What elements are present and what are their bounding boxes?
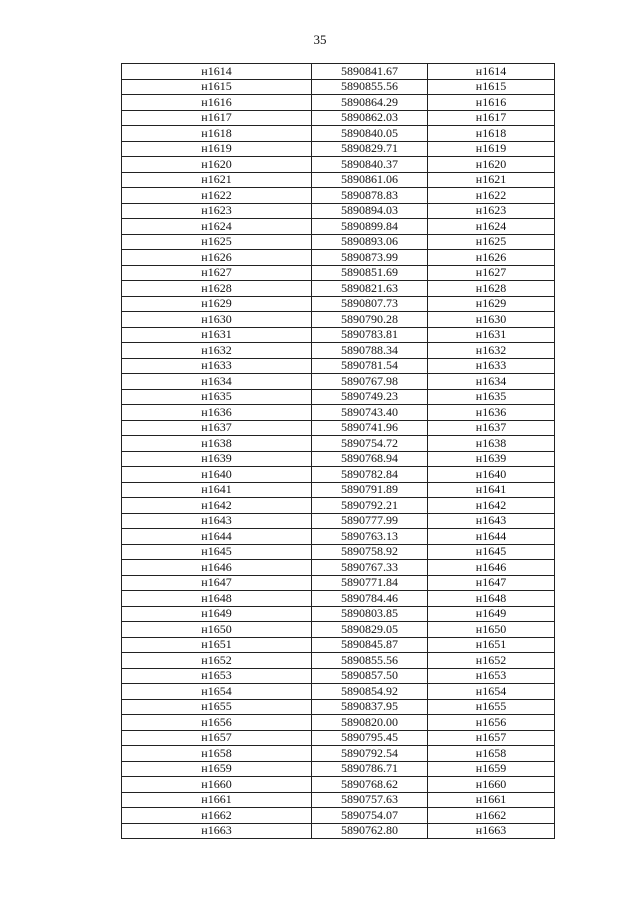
- point-id-cell: н1653: [122, 668, 312, 684]
- table-row: [122, 203, 555, 219]
- table-row: [122, 451, 555, 467]
- table-row: [122, 126, 555, 142]
- point-id-cell: н1648: [428, 591, 555, 607]
- point-id-cell: н1616: [122, 95, 312, 111]
- coordinate-value-cell: 5890854.92: [312, 684, 428, 700]
- coordinate-value-cell: 5890767.33: [312, 560, 428, 576]
- page-number: 35: [313, 32, 327, 47]
- point-id-cell: н1627: [428, 265, 555, 281]
- point-id-cell: н1635: [428, 389, 555, 405]
- coordinate-value-cell: 5890782.84: [312, 467, 428, 483]
- point-id-cell: н1663: [122, 823, 312, 839]
- coordinate-value-cell: 5890788.34: [312, 343, 428, 359]
- point-id-cell: н1658: [428, 746, 555, 762]
- point-id-cell: н1623: [122, 203, 312, 219]
- table-row: [122, 265, 555, 281]
- point-id-cell: н1639: [122, 451, 312, 467]
- table-row: [122, 544, 555, 560]
- table-row: [122, 219, 555, 235]
- coordinate-value-cell: 5890899.84: [312, 219, 428, 235]
- table-row: [122, 234, 555, 250]
- point-id-cell: н1662: [122, 808, 312, 824]
- point-id-cell: н1639: [428, 451, 555, 467]
- point-id-cell: н1636: [428, 405, 555, 421]
- point-id-cell: н1630: [122, 312, 312, 328]
- point-id-cell: н1629: [122, 296, 312, 312]
- table-row: [122, 637, 555, 653]
- point-id-cell: н1641: [428, 482, 555, 498]
- coordinate-value-cell: 5890792.54: [312, 746, 428, 762]
- table-row: [122, 172, 555, 188]
- coordinate-value-cell: 5890851.69: [312, 265, 428, 281]
- coordinate-value-cell: 5890749.23: [312, 389, 428, 405]
- point-id-cell: н1636: [122, 405, 312, 421]
- coordinate-value-cell: 5890855.56: [312, 653, 428, 669]
- point-id-cell: н1637: [122, 420, 312, 436]
- point-id-cell: н1631: [428, 327, 555, 343]
- point-id-cell: н1634: [122, 374, 312, 390]
- point-id-cell: н1621: [428, 172, 555, 188]
- table-row: [122, 622, 555, 638]
- point-id-cell: н1645: [122, 544, 312, 560]
- table-row: [122, 374, 555, 390]
- table-row: [122, 250, 555, 266]
- point-id-cell: н1614: [122, 64, 312, 80]
- point-id-cell: н1623: [428, 203, 555, 219]
- table-row: [122, 110, 555, 126]
- point-id-cell: н1625: [122, 234, 312, 250]
- coordinate-value-cell: 5890862.03: [312, 110, 428, 126]
- point-id-cell: н1629: [428, 296, 555, 312]
- point-id-cell: н1632: [122, 343, 312, 359]
- point-id-cell: н1646: [428, 560, 555, 576]
- coordinate-value-cell: 5890763.13: [312, 529, 428, 545]
- point-id-cell: н1649: [428, 606, 555, 622]
- coordinate-value-cell: 5890855.56: [312, 79, 428, 95]
- table-row: [122, 296, 555, 312]
- coordinate-value-cell: 5890894.03: [312, 203, 428, 219]
- table-row: [122, 79, 555, 95]
- table-row: [122, 591, 555, 607]
- point-id-cell: н1660: [428, 777, 555, 793]
- point-id-cell: н1633: [428, 358, 555, 374]
- coordinate-value-cell: 5890840.05: [312, 126, 428, 142]
- point-id-cell: н1657: [122, 730, 312, 746]
- point-id-cell: н1614: [428, 64, 555, 80]
- coordinate-value-cell: 5890878.83: [312, 188, 428, 204]
- table-row: [122, 684, 555, 700]
- table-row: [122, 808, 555, 824]
- point-id-cell: н1641: [122, 482, 312, 498]
- point-id-cell: н1631: [122, 327, 312, 343]
- table-row: [122, 668, 555, 684]
- point-id-cell: н1622: [122, 188, 312, 204]
- coordinate-value-cell: 5890790.28: [312, 312, 428, 328]
- table-row: [122, 95, 555, 111]
- point-id-cell: н1656: [428, 715, 555, 731]
- coordinate-value-cell: 5890768.62: [312, 777, 428, 793]
- point-id-cell: н1617: [428, 110, 555, 126]
- coordinate-value-cell: 5890771.84: [312, 575, 428, 591]
- table-row: [122, 606, 555, 622]
- coordinate-value-cell: 5890791.89: [312, 482, 428, 498]
- point-id-cell: н1620: [122, 157, 312, 173]
- point-id-cell: н1642: [122, 498, 312, 514]
- point-id-cell: н1634: [428, 374, 555, 390]
- point-id-cell: н1659: [428, 761, 555, 777]
- coordinate-value-cell: 5890864.29: [312, 95, 428, 111]
- coordinate-value-cell: 5890781.54: [312, 358, 428, 374]
- table-row: [122, 436, 555, 452]
- coordinate-value-cell: 5890821.63: [312, 281, 428, 297]
- table-row: [122, 777, 555, 793]
- point-id-cell: н1643: [428, 513, 555, 529]
- table-row: [122, 312, 555, 328]
- point-id-cell: н1618: [122, 126, 312, 142]
- point-id-cell: н1632: [428, 343, 555, 359]
- point-id-cell: н1662: [428, 808, 555, 824]
- point-id-cell: н1633: [122, 358, 312, 374]
- point-id-cell: н1647: [122, 575, 312, 591]
- point-id-cell: н1619: [122, 141, 312, 157]
- coordinate-value-cell: 5890741.96: [312, 420, 428, 436]
- table-row: [122, 699, 555, 715]
- coordinate-value-cell: 5890840.37: [312, 157, 428, 173]
- point-id-cell: н1645: [428, 544, 555, 560]
- point-id-cell: н1616: [428, 95, 555, 111]
- point-id-cell: н1649: [122, 606, 312, 622]
- point-id-cell: н1661: [122, 792, 312, 808]
- coordinate-value-cell: 5890803.85: [312, 606, 428, 622]
- table-row: [122, 389, 555, 405]
- coordinate-value-cell: 5890777.99: [312, 513, 428, 529]
- table-row: [122, 141, 555, 157]
- coordinate-value-cell: 5890857.50: [312, 668, 428, 684]
- coordinate-value-cell: 5890767.98: [312, 374, 428, 390]
- table-row: [122, 715, 555, 731]
- point-id-cell: н1643: [122, 513, 312, 529]
- point-id-cell: н1648: [122, 591, 312, 607]
- point-id-cell: н1625: [428, 234, 555, 250]
- table-row: [122, 498, 555, 514]
- point-id-cell: н1638: [122, 436, 312, 452]
- coordinate-value-cell: 5890795.45: [312, 730, 428, 746]
- point-id-cell: н1615: [428, 79, 555, 95]
- table-row: [122, 420, 555, 436]
- point-id-cell: н1656: [122, 715, 312, 731]
- point-id-cell: н1620: [428, 157, 555, 173]
- coordinate-value-cell: 5890762.80: [312, 823, 428, 839]
- coordinate-value-cell: 5890807.73: [312, 296, 428, 312]
- coordinate-value-cell: 5890829.05: [312, 622, 428, 638]
- point-id-cell: н1624: [428, 219, 555, 235]
- coordinate-value-cell: 5890768.94: [312, 451, 428, 467]
- point-id-cell: н1652: [428, 653, 555, 669]
- table-row: [122, 823, 555, 839]
- coordinate-value-cell: 5890873.99: [312, 250, 428, 266]
- point-id-cell: н1644: [122, 529, 312, 545]
- point-id-cell: н1652: [122, 653, 312, 669]
- table-row: [122, 730, 555, 746]
- point-id-cell: н1659: [122, 761, 312, 777]
- table-row: [122, 746, 555, 762]
- point-id-cell: н1637: [428, 420, 555, 436]
- point-id-cell: н1654: [122, 684, 312, 700]
- table-row: [122, 157, 555, 173]
- point-id-cell: н1626: [428, 250, 555, 266]
- point-id-cell: н1658: [122, 746, 312, 762]
- coordinate-value-cell: 5890861.06: [312, 172, 428, 188]
- point-id-cell: н1646: [122, 560, 312, 576]
- point-id-cell: н1657: [428, 730, 555, 746]
- table-row: [122, 513, 555, 529]
- point-id-cell: н1650: [122, 622, 312, 638]
- point-id-cell: н1654: [428, 684, 555, 700]
- point-id-cell: н1655: [122, 699, 312, 715]
- point-id-cell: н1661: [428, 792, 555, 808]
- point-id-cell: н1647: [428, 575, 555, 591]
- point-id-cell: н1628: [122, 281, 312, 297]
- point-id-cell: н1655: [428, 699, 555, 715]
- table-row: [122, 792, 555, 808]
- table-row: [122, 761, 555, 777]
- point-id-cell: н1651: [428, 637, 555, 653]
- table-row: [122, 358, 555, 374]
- coordinate-value-cell: 5890792.21: [312, 498, 428, 514]
- coordinates-table-body: [122, 64, 555, 839]
- point-id-cell: н1630: [428, 312, 555, 328]
- table-row: [122, 482, 555, 498]
- point-id-cell: н1618: [428, 126, 555, 142]
- coordinate-value-cell: 5890784.46: [312, 591, 428, 607]
- point-id-cell: н1626: [122, 250, 312, 266]
- coordinate-value-cell: 5890757.63: [312, 792, 428, 808]
- coordinate-value-cell: 5890754.07: [312, 808, 428, 824]
- coordinate-value-cell: 5890754.72: [312, 436, 428, 452]
- point-id-cell: н1651: [122, 637, 312, 653]
- table-row: [122, 281, 555, 297]
- point-id-cell: н1615: [122, 79, 312, 95]
- table-row: [122, 467, 555, 483]
- point-id-cell: н1622: [428, 188, 555, 204]
- point-id-cell: н1660: [122, 777, 312, 793]
- table-row: [122, 188, 555, 204]
- table-row: [122, 327, 555, 343]
- coordinate-value-cell: 5890829.71: [312, 141, 428, 157]
- coordinate-value-cell: 5890758.92: [312, 544, 428, 560]
- point-id-cell: н1653: [428, 668, 555, 684]
- table-row: [122, 343, 555, 359]
- point-id-cell: н1644: [428, 529, 555, 545]
- coordinate-value-cell: 5890841.67: [312, 64, 428, 80]
- coordinate-value-cell: 5890743.40: [312, 405, 428, 421]
- point-id-cell: н1640: [428, 467, 555, 483]
- coordinates-table: [121, 63, 555, 839]
- point-id-cell: н1638: [428, 436, 555, 452]
- table-row: [122, 64, 555, 80]
- point-id-cell: н1619: [428, 141, 555, 157]
- coordinate-value-cell: 5890783.81: [312, 327, 428, 343]
- table-row: [122, 653, 555, 669]
- table-row: [122, 529, 555, 545]
- point-id-cell: н1640: [122, 467, 312, 483]
- coordinate-value-cell: 5890786.71: [312, 761, 428, 777]
- point-id-cell: н1627: [122, 265, 312, 281]
- table-row: [122, 405, 555, 421]
- coordinate-value-cell: 5890893.06: [312, 234, 428, 250]
- coordinate-value-cell: 5890845.87: [312, 637, 428, 653]
- point-id-cell: н1617: [122, 110, 312, 126]
- point-id-cell: н1635: [122, 389, 312, 405]
- point-id-cell: н1650: [428, 622, 555, 638]
- point-id-cell: н1642: [428, 498, 555, 514]
- table-row: [122, 560, 555, 576]
- coordinate-value-cell: 5890837.95: [312, 699, 428, 715]
- point-id-cell: н1628: [428, 281, 555, 297]
- point-id-cell: н1663: [428, 823, 555, 839]
- point-id-cell: н1624: [122, 219, 312, 235]
- coordinate-value-cell: 5890820.00: [312, 715, 428, 731]
- point-id-cell: н1621: [122, 172, 312, 188]
- table-row: [122, 575, 555, 591]
